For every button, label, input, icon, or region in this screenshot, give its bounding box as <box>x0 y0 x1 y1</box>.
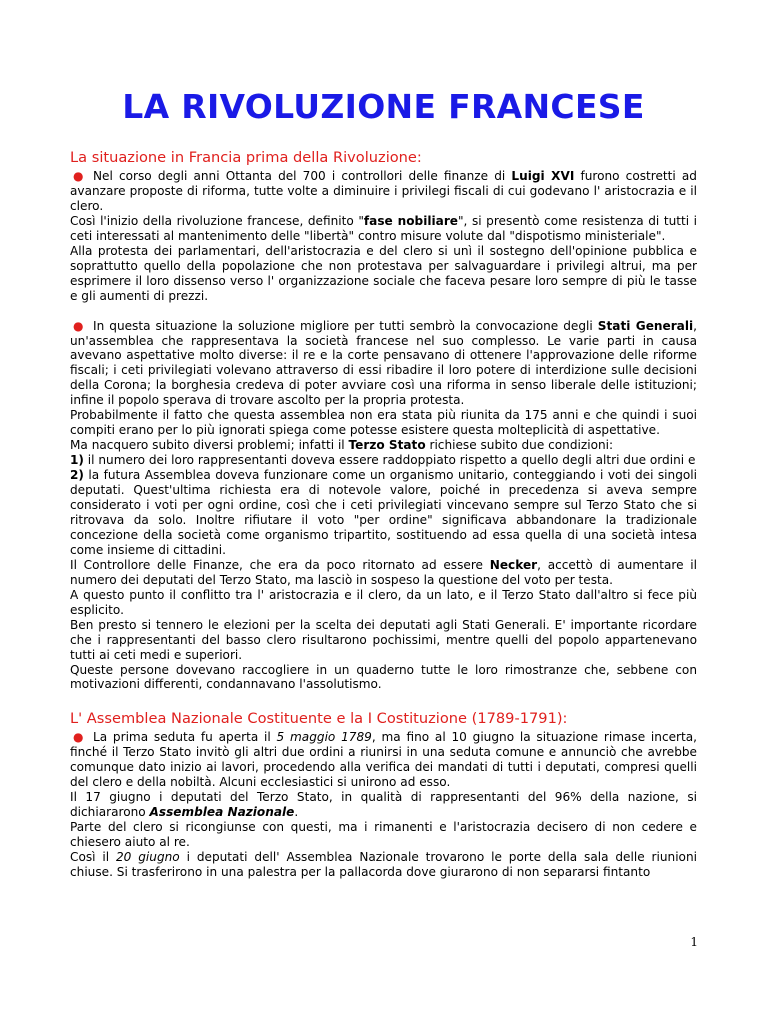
bullet-dot-icon: ● <box>73 730 84 745</box>
text-run: A questo punto il conflitto tra l' aristocrazia e il clero, da un lato, e il Terzo Stato dall'altro si fece più esplicito. <box>70 587 697 617</box>
text-run: 1) <box>70 453 84 468</box>
paragraph <box>70 408 697 438</box>
text-run: Stati Generali <box>597 318 694 333</box>
section-heading: L' Assemblea Nazionale Costituente e la I Costituzione (1789-1791): <box>70 710 568 728</box>
text-run: , un'assemblea che rappresentava la società francese nel suo complesso. Le varie parti in causa avevano aspettative molto diverse: il re e la corte pensavano di ottenere l'approvazione delle riforme fiscali; i ceti privilegiati volevano attraverso di essi ribadire il loro potere di interdizione sulle decisioni della Corona; la borghesia credeva di poter avviare così una riforma in senso liberale delle istituzioni; infine il popolo sperava di trovare ascolto per la propria protesta. <box>70 318 697 408</box>
text-run: In questa situazione la soluzione migliore per tutti sembrò la convocazione degli <box>93 318 598 333</box>
paragraph <box>70 169 697 214</box>
text-run: richiese subito due condizioni: <box>425 438 614 453</box>
text-run: furono costretti ad avanzare proposte di riforma, tutte volte a diminuire i privilegi fiscali di cui godevano l' aristocrazia e il clero. <box>70 169 697 213</box>
bullet-dot-icon: ● <box>73 169 84 183</box>
text-run: i deputati dell' Assemblea Nazionale trovarono le porte della sala delle riunioni chiuse. Si trasferirono in una palestra per la pallacorda dove giurarono di non separarsi fintanto <box>70 850 697 879</box>
document-title: LA RIVOLUZIONE FRANCESE <box>122 87 645 126</box>
text-run: la futura Assemblea doveva funzionare come un organismo unitario, conteggiando i voti dei singoli deputati. Quest'ultima richiesta era di notevole valore, poiché in precedenza si aveva sempre considerato i voti per ogni ordine, così che i ceti privilegiati vincevano sempre sul Terzo Stato che si ritrovava da solo. Inoltre rifiutare il voto "per ordine" significava abbandonare la tradizionale concezione della società come organismo tripartito, sostituendo ad essa quella di una società intesa come insieme di cittadini. <box>70 468 697 557</box>
text-run: Così il <box>70 850 116 865</box>
text-run: Il Controllore delle Finanze, che era da poco ritornato ad essere <box>70 557 490 572</box>
text-run: il numero dei loro rappresentanti doveva essere raddoppiato rispetto a quello degli altri due ordini e <box>83 453 696 468</box>
text-run: . <box>294 805 299 820</box>
text-run: fase nobiliare <box>363 213 458 228</box>
text-run <box>150 805 295 819</box>
paragraph <box>70 663 697 693</box>
paragraph <box>70 468 697 558</box>
text-run: Ma nacquero subito diversi problemi; infatti il <box>70 438 349 453</box>
text-run: Luigi XVI <box>511 169 575 183</box>
document-page <box>70 85 697 880</box>
paragraph <box>70 618 697 663</box>
text-run: Nel corso degli anni Ottanta del 700 i controllori delle finanze di <box>93 169 512 183</box>
text-run: 5 maggio 1789 <box>276 730 372 745</box>
text-run: Ben presto si tennero le elezioni per la scelta dei deputati agli Stati Generali. E' importante ricordare che i rappresentanti del basso clero risultarono pochissimi, mentre quelli del popolo appartenevano tutti ai ceti medi e superiori. <box>70 617 697 662</box>
text-run: Alla protesta dei parlamentari, dell'aristocrazia e del clero si unì il sostegno dell'opinione pubblica e soprattutto quello della popolazione che non protestava per salvaguardare i privilegi altrui, ma per esprimere il loro dissenso verso l' organizzazione sociale che faceva pesare loro sempre di più le tasse e gli aumenti di prezzi. <box>70 243 697 303</box>
text-run: Necker <box>489 557 538 572</box>
text-run: Queste persone dovevano raccogliere in un quaderno tutte le loro rimostranze che, sebbene con motivazioni differenti, condannavano l'assolutismo. <box>70 662 697 692</box>
paragraph <box>70 453 697 468</box>
document-body <box>70 149 697 880</box>
text-run: La prima seduta fu aperta il <box>93 730 277 745</box>
page-number: 1 <box>690 935 698 949</box>
text-run: Probabilmente il fatto che questa assemblea non era stata più riunita da 175 anni e che quindi i suoi compiti erano per lo più ignorati spiega come potesse esistere questa molteplicità di aspettative. <box>70 408 697 438</box>
text-run: 20 giugno <box>115 850 180 865</box>
text-run: , accettò di aumentare il numero dei deputati del Terzo Stato, ma lasciò in sospeso la questione del voto per testa. <box>70 557 697 587</box>
text-run: Il 17 giugno i deputati del Terzo Stato, in qualità di rappresentanti del 96% della nazione, si dichiararono <box>70 790 697 820</box>
text-run: Così l'inizio della rivoluzione francese, definito " <box>70 213 364 228</box>
paragraph <box>70 558 697 588</box>
paragraph <box>70 244 697 304</box>
paragraph <box>70 319 697 409</box>
paragraph <box>70 588 697 618</box>
text-run: , ma fino al 10 giugno la situazione rimase incerta, finché il Terzo Stato invitò gli altri due ordini a riunirsi in una seduta comune e annunciò che avrebbe comunque dato inizio ai lavori, procedendo alla verifica dei mandati di tutti i deputati, compresi quelli del clero e della nobiltà. Alcuni ecclesiastici si unirono ad esso. <box>70 730 698 790</box>
text-run: Terzo Stato <box>348 438 426 453</box>
text-run: ", si presentò come resistenza di tutti i ceti interessati al mantenimento delle "libertà" contro misure volute dal "dispotismo ministeriale". <box>70 213 697 243</box>
section-heading: La situazione in Francia prima della Rivoluzione: <box>70 149 422 166</box>
paragraph <box>70 850 697 880</box>
paragraph <box>70 438 697 453</box>
text-run: Assemblea Nazionale <box>149 805 295 820</box>
text-run: Parte del clero si ricongiunse con questi, ma i rimanenti e l'aristocrazia decisero di non cedere e chiesero aiuto al re. <box>70 820 697 850</box>
paragraph-gap <box>70 304 697 319</box>
paragraph <box>70 820 697 850</box>
text-run: 2) <box>70 468 84 483</box>
paragraph <box>70 790 697 820</box>
bullet-dot-icon: ● <box>73 318 84 333</box>
paragraph <box>70 730 697 790</box>
paragraph <box>70 214 697 244</box>
